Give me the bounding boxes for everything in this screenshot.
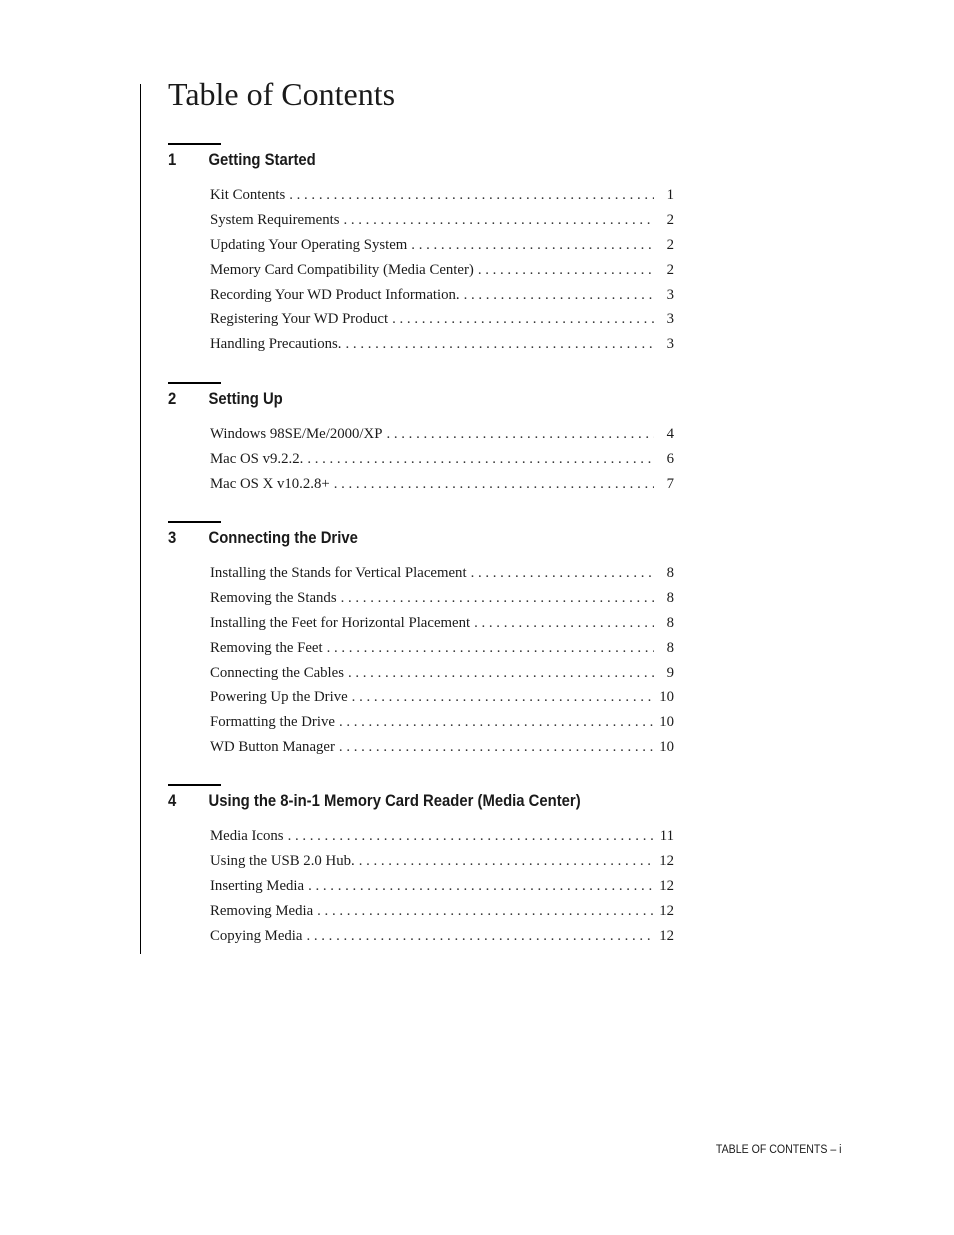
entry-page: 10	[659, 689, 674, 706]
section-title[interactable]: Setting Up	[208, 390, 283, 408]
entry-page: 9	[666, 664, 674, 681]
dot-leader	[386, 426, 654, 443]
entry-title: Updating Your Operating System	[210, 236, 408, 253]
section-number: 4	[168, 792, 177, 810]
toc-entries	[168, 426, 688, 501]
toc-entries	[168, 828, 688, 952]
toc-entry[interactable]	[210, 451, 674, 476]
entry-page: 12	[659, 902, 674, 919]
page-footer: TABLE OF CONTENTS – i	[716, 1144, 842, 1156]
section-number: 3	[168, 529, 177, 547]
toc-entry[interactable]	[210, 615, 674, 640]
entry-page: 10	[659, 714, 674, 731]
toc-entry[interactable]	[210, 903, 674, 928]
entry-title: Removing the Stands	[210, 589, 337, 606]
dot-leader	[306, 928, 653, 945]
entry-page: 2	[666, 211, 674, 228]
entry-title: Handling Precautions.	[210, 336, 342, 353]
entry-title: System Requirements	[210, 211, 340, 228]
dot-leader	[307, 451, 654, 468]
toc-entry[interactable]	[210, 665, 674, 690]
entry-title: Memory Card Compatibility (Media Center)	[210, 261, 474, 278]
entry-page: 6	[666, 450, 674, 467]
toc-entry[interactable]	[210, 212, 674, 237]
entry-title: Media Icons	[210, 828, 284, 844]
toc-section-2	[168, 382, 688, 501]
toc-entries	[168, 187, 688, 361]
section-title[interactable]: Connecting the Drive	[208, 529, 358, 547]
section-heading	[168, 390, 636, 412]
toc-entry[interactable]	[210, 739, 674, 764]
dot-leader	[317, 903, 653, 920]
dot-leader	[343, 212, 654, 229]
entry-page: 12	[659, 877, 674, 894]
section-rule	[168, 521, 221, 523]
entry-title: Connecting the Cables	[210, 664, 344, 681]
entry-page: 1	[666, 187, 674, 203]
toc-entry[interactable]	[210, 853, 674, 878]
dot-leader	[352, 689, 654, 706]
entry-title: Windows 98SE/Me/2000/XP	[210, 426, 383, 442]
entry-title: Mac OS v9.2.2.	[210, 450, 304, 467]
section-rule	[168, 784, 221, 786]
entry-page: 8	[666, 589, 674, 606]
dot-leader	[289, 187, 654, 204]
toc-section-3	[168, 521, 688, 764]
toc-entries	[168, 565, 688, 764]
entry-title: WD Button Manager	[210, 739, 335, 756]
section-title[interactable]: Getting Started	[208, 151, 316, 169]
toc-entry[interactable]	[210, 426, 674, 451]
section-rule	[168, 382, 221, 384]
entry-title: Kit Contents	[210, 187, 286, 203]
entry-page: 8	[666, 614, 674, 631]
entry-page: 3	[666, 286, 674, 303]
toc-entry[interactable]	[210, 237, 674, 262]
entry-title: Inserting Media	[210, 877, 305, 894]
section-heading	[168, 529, 636, 551]
dot-leader	[474, 615, 654, 632]
entry-title: Copying Media	[210, 927, 303, 944]
entry-title: Installing the Stands for Vertical Placement	[210, 565, 467, 581]
toc-entry[interactable]	[210, 336, 674, 361]
toc-entry[interactable]	[210, 689, 674, 714]
toc-entry[interactable]	[210, 640, 674, 665]
toc-entry[interactable]	[210, 828, 674, 853]
dot-leader	[327, 640, 654, 657]
entry-page: 2	[666, 236, 674, 253]
entry-page: 8	[666, 639, 674, 656]
section-number: 2	[168, 390, 177, 408]
section-title[interactable]: Using the 8-in-1 Memory Card Reader (Media Center)	[208, 792, 581, 810]
dot-leader	[478, 262, 654, 279]
toc-entry[interactable]	[210, 928, 674, 953]
section-heading	[168, 151, 636, 173]
dot-leader	[464, 287, 654, 304]
section-rule	[168, 143, 221, 145]
dot-leader	[288, 828, 654, 845]
toc-entry[interactable]	[210, 262, 674, 287]
dot-leader	[346, 336, 654, 353]
section-heading	[168, 792, 636, 814]
dot-leader	[348, 665, 654, 682]
entry-page: 12	[659, 927, 674, 944]
toc-entry[interactable]	[210, 590, 674, 615]
entry-page: 12	[659, 852, 674, 869]
toc-entry[interactable]	[210, 311, 674, 336]
toc-entry[interactable]	[210, 476, 674, 501]
entry-page: 10	[659, 739, 674, 756]
dot-leader	[392, 311, 654, 328]
entry-page: 2	[666, 261, 674, 278]
entry-page: 3	[666, 336, 674, 353]
entry-page: 4	[666, 426, 674, 442]
entry-page: 8	[666, 565, 674, 581]
toc-entry[interactable]	[210, 187, 674, 212]
dot-leader	[339, 714, 653, 731]
dot-leader	[308, 878, 653, 895]
entry-title: Installing the Feet for Horizontal Placement	[210, 614, 471, 631]
margin-rule	[140, 84, 141, 954]
entry-page: 7	[666, 475, 674, 492]
dot-leader	[339, 739, 653, 756]
entry-title: Formatting the Drive	[210, 714, 335, 731]
dot-leader	[471, 565, 654, 582]
entry-title: Recording Your WD Product Information.	[210, 286, 460, 303]
toc-entry[interactable]	[210, 565, 674, 590]
toc-entry[interactable]	[210, 287, 674, 312]
entry-title: Registering Your WD Product	[210, 311, 389, 328]
dot-leader	[411, 237, 654, 254]
entry-title: Removing Media	[210, 902, 314, 919]
dot-leader	[359, 853, 654, 870]
toc-section-1	[168, 143, 688, 361]
dot-leader	[334, 476, 654, 493]
toc-entry[interactable]	[210, 714, 674, 739]
entry-page: 11	[659, 828, 674, 844]
toc-section-4	[168, 784, 688, 952]
toc-entry[interactable]	[210, 878, 674, 903]
entry-title: Removing the Feet	[210, 639, 323, 656]
section-number: 1	[168, 151, 177, 169]
entry-page: 3	[666, 311, 674, 328]
page-title: Table of Contents	[168, 76, 396, 112]
entry-title: Mac OS X v10.2.8+	[210, 475, 330, 492]
entry-title: Using the USB 2.0 Hub.	[210, 852, 355, 869]
dot-leader	[341, 590, 654, 607]
entry-title: Powering Up the Drive	[210, 689, 348, 706]
